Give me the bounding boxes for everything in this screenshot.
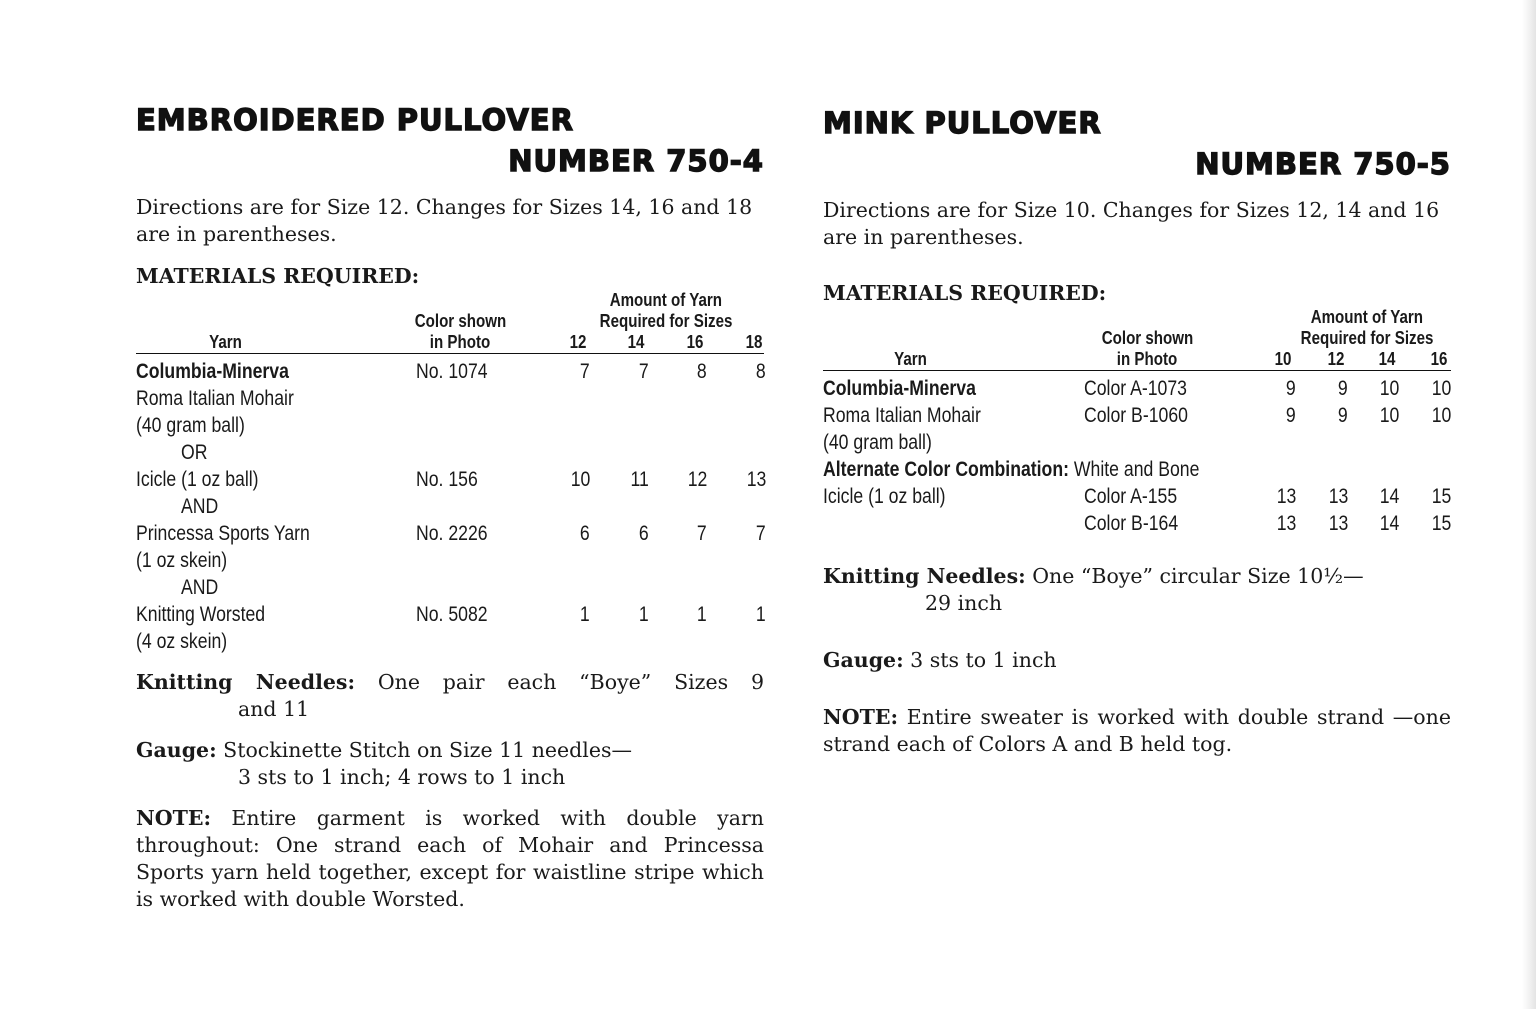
table-row	[136, 466, 764, 493]
table-row	[136, 520, 764, 547]
yarn-column-header: Yarn	[894, 349, 928, 369]
amount-size-18: 7	[756, 522, 766, 545]
amount-size-18: 8	[756, 360, 766, 383]
yarn-combination-connector: AND	[181, 495, 219, 518]
amount-size-18: 1	[756, 603, 766, 626]
amount-header-line1: Amount of Yarn	[1310, 307, 1424, 327]
yarn-table	[823, 307, 1451, 537]
amount-size-12: 13	[1328, 485, 1348, 508]
size-header-12: 12	[1327, 349, 1345, 369]
yarn-color: Color A-1073	[1084, 377, 1187, 400]
needles-text: One “Boye” circular Size 10½—	[1032, 564, 1364, 588]
amount-size-12: 1	[580, 603, 590, 626]
needles-label: Knitting Needles:	[823, 564, 1026, 588]
table-row	[136, 601, 764, 628]
amount-header-line2: Required for Sizes	[1300, 328, 1434, 348]
amount-size-12: 9	[1338, 404, 1348, 427]
table-row	[136, 493, 764, 520]
alternate-combination	[823, 456, 1199, 483]
yarn-name: Roma Italian Mohair	[136, 387, 294, 410]
gauge	[823, 647, 1451, 674]
yarn-column-header: Yarn	[209, 332, 243, 352]
amount-size-16: 1	[697, 603, 707, 626]
amount-header-line1: Amount of Yarn	[609, 290, 723, 310]
embroidered-pullover-section	[136, 100, 764, 913]
yarn-alternative-connector: OR	[181, 441, 208, 464]
yarn-color: No. 5082	[416, 603, 488, 626]
alternate-combination-label: Alternate Color Combination:	[823, 458, 1069, 481]
yarn-table-header	[823, 307, 1451, 370]
table-row	[823, 483, 1451, 510]
amount-size-14: 1	[639, 603, 649, 626]
yarn-weight: (40 gram ball)	[823, 431, 932, 454]
pattern-number: NUMBER 750-5	[1195, 147, 1451, 181]
page-edge-shadow	[1522, 0, 1536, 1009]
amount-size-16: 8	[697, 360, 707, 383]
table-row	[823, 456, 1451, 483]
amount-size-10: 13	[1276, 512, 1296, 535]
amount-size-16: 12	[687, 468, 707, 491]
amount-size-18: 13	[746, 468, 766, 491]
yarn-name: Roma Italian Mohair	[823, 404, 981, 427]
table-row	[823, 510, 1451, 537]
table-row	[823, 375, 1451, 402]
amount-size-10: 9	[1286, 404, 1296, 427]
size-header-16: 16	[686, 332, 704, 352]
color-column-header-line2: in Photo	[429, 332, 491, 352]
amount-size-16: 10	[1431, 404, 1451, 427]
table-row	[136, 412, 764, 439]
materials-heading: MATERIALS REQUIRED:	[823, 281, 1107, 305]
amount-size-16: 10	[1431, 377, 1451, 400]
color-column-header-line1: Color shown	[1101, 328, 1193, 348]
amount-size-12: 13	[1328, 512, 1348, 535]
yarn-name: Icicle (1 oz ball)	[823, 485, 946, 508]
size-directions: Directions are for Size 12. Changes for Sizes 14, 16 and 18 are in parentheses.	[136, 195, 753, 246]
mink-pullover-section	[823, 103, 1451, 758]
size-header-16: 16	[1430, 349, 1448, 369]
amount-size-12: 9	[1338, 377, 1348, 400]
yarn-color: Color B-164	[1084, 512, 1179, 535]
color-column-header-line2: in Photo	[1116, 349, 1178, 369]
note-text: Entire garment is worked with double yarn throughout: One strand each of Mohair and Princessa Sports yarn held together, except for waistline stripe which is worked with double Worsted.	[136, 806, 764, 911]
pattern-number: NUMBER 750-4	[508, 144, 764, 178]
amount-size-10: 13	[1276, 485, 1296, 508]
yarn-name: Columbia-Minerva	[823, 377, 976, 400]
yarn-color: No. 1074	[416, 360, 488, 383]
gauge-text: Stockinette Stitch on Size 11 needles—	[223, 738, 633, 762]
table-row	[823, 429, 1451, 456]
amount-size-14: 14	[1379, 512, 1399, 535]
size-directions: Directions are for Size 10. Changes for Sizes 12, 14 and 16 are in parentheses.	[823, 198, 1440, 249]
amount-size-14: 14	[1379, 485, 1399, 508]
size-header-18: 18	[745, 332, 763, 352]
yarn-combination-connector: AND	[181, 576, 219, 599]
amount-size-12: 6	[580, 522, 590, 545]
amount-size-12: 10	[570, 468, 590, 491]
note-text: Entire sweater is worked with double strand —one strand each of Colors A and B held tog.	[823, 705, 1451, 756]
yarn-color: Color B-1060	[1084, 404, 1188, 427]
needles-label: Knitting Needles:	[136, 670, 356, 694]
amount-size-16: 7	[697, 522, 707, 545]
yarn-color: No. 156	[416, 468, 478, 491]
pattern-title: EMBROIDERED PULLOVER	[136, 103, 574, 137]
yarn-weight: (1 oz skein)	[136, 549, 228, 572]
needles-continuation: and 11	[238, 697, 310, 721]
amount-size-14: 7	[639, 360, 649, 383]
table-row	[136, 574, 764, 601]
yarn-color: Color A-155	[1084, 485, 1178, 508]
gauge-text: 3 sts to 1 inch	[910, 648, 1057, 672]
alternate-combination-value: White and Bone	[1073, 458, 1200, 481]
amount-size-16: 15	[1431, 512, 1451, 535]
table-row	[136, 439, 764, 466]
amount-size-14: 10	[1379, 377, 1399, 400]
note-label: NOTE:	[136, 806, 212, 830]
gauge-label: Gauge:	[823, 648, 904, 672]
yarn-weight: (4 oz skein)	[136, 630, 228, 653]
size-header-10: 10	[1274, 349, 1292, 369]
size-header-14: 14	[1378, 349, 1396, 369]
amount-size-16: 15	[1431, 485, 1451, 508]
note	[136, 805, 764, 913]
gauge-label: Gauge:	[136, 738, 217, 762]
needles-continuation: 29 inch	[925, 591, 1003, 615]
knitting-needles	[823, 563, 1451, 590]
size-header-14: 14	[627, 332, 645, 352]
yarn-table-header	[136, 290, 764, 353]
amount-header-line2: Required for Sizes	[599, 311, 733, 331]
yarn-color: No. 2226	[416, 522, 488, 545]
yarn-name: Columbia-Minerva	[136, 360, 289, 383]
gauge-continuation: 3 sts to 1 inch; 4 rows to 1 inch	[238, 765, 566, 789]
yarn-name: Princessa Sports Yarn	[136, 522, 310, 545]
pattern-title: MINK PULLOVER	[823, 106, 1102, 140]
color-column-header-line1: Color shown	[414, 311, 506, 331]
amount-size-14: 10	[1379, 404, 1399, 427]
gauge	[136, 737, 764, 764]
yarn-table	[136, 290, 764, 655]
table-row	[136, 628, 764, 655]
amount-size-14: 11	[630, 468, 649, 491]
materials-heading: MATERIALS REQUIRED:	[136, 264, 420, 288]
table-row	[136, 358, 764, 385]
table-row	[136, 385, 764, 412]
amount-size-10: 9	[1286, 377, 1296, 400]
yarn-name: Knitting Worsted	[136, 603, 266, 626]
table-row	[136, 547, 764, 574]
knitting-needles	[136, 669, 764, 696]
amount-size-14: 6	[639, 522, 649, 545]
yarn-name: Icicle (1 oz ball)	[136, 468, 259, 491]
yarn-weight: (40 gram ball)	[136, 414, 245, 437]
note	[823, 704, 1451, 758]
size-header-12: 12	[569, 332, 587, 352]
needles-text: One pair each “Boye” Sizes 9	[377, 670, 764, 694]
amount-size-12: 7	[580, 360, 590, 383]
table-row	[823, 402, 1451, 429]
note-label: NOTE:	[823, 705, 899, 729]
